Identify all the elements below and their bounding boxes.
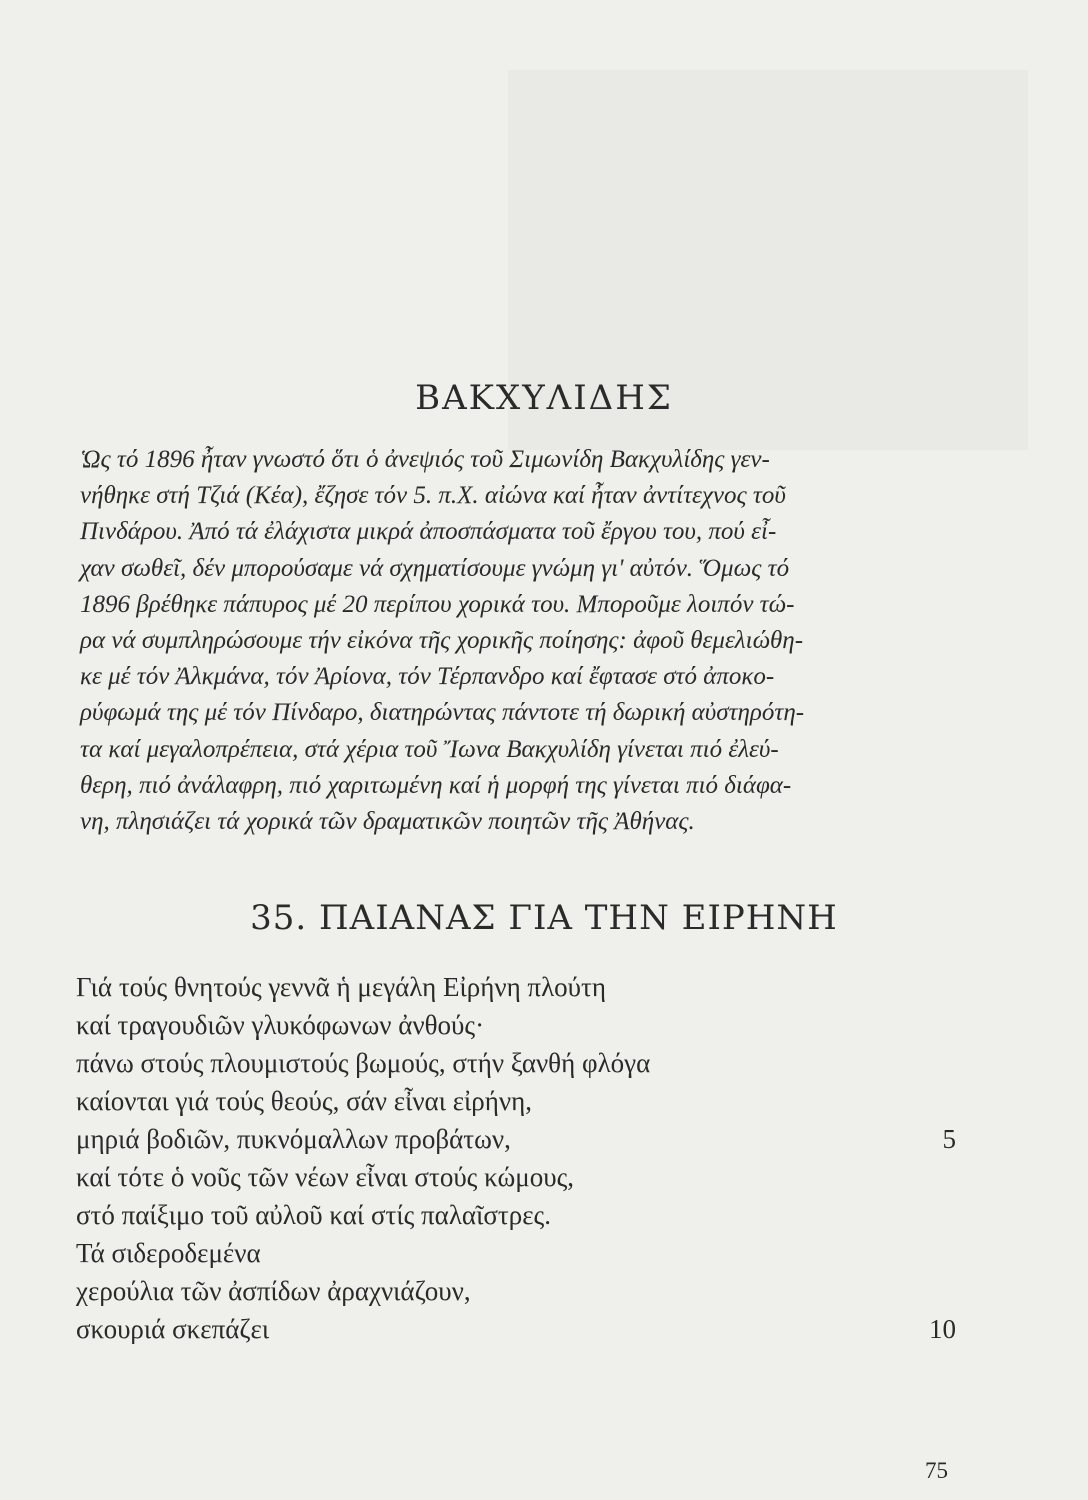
poem-line-text: καίονται γιά τούς θεούς, σάν εἶναι εἰρήνη,: [76, 1086, 532, 1116]
poem-line-text: Τά σιδεροδεμένα: [76, 1238, 261, 1268]
poem-line: [76, 1196, 956, 1234]
poem-line-text: στό παίξιμο τοῦ αὐλοῦ καί στίς παλαῖστρες.: [76, 1200, 551, 1230]
poem-line-text: χερούλια τῶν ἀσπίδων ἀραχνιάζουν,: [76, 1276, 471, 1306]
poem-line: [76, 1158, 956, 1196]
poem-line-text: καί τραγουδιῶν γλυκόφωνων ἀνθούς·: [76, 1010, 485, 1040]
poem-line-text: σκουριά σκεπάζει: [76, 1314, 270, 1344]
poem-line-text: καί τότε ὁ νοῦς τῶν νέων εἶναι στούς κώμους,: [76, 1162, 575, 1192]
poem-line: [76, 1234, 956, 1272]
page-number: 75: [925, 1458, 948, 1483]
author-heading: ΒΑΚΧΥΛΙΔΗΣ: [415, 378, 673, 418]
intro-line: κε μέ τόν Ἀλκμάνα, τόν Ἀρίονα, τόν Τέρπανδρο καί ἔφτασε στό ἀποκο-: [80, 663, 775, 691]
poem-line: [76, 1120, 956, 1158]
intro-line: 1896 βρέθηκε πάπυρος μέ 20 περίπου χορικά του. Μποροῦμε λοιπόν τώ-: [80, 590, 795, 618]
poem-line: [76, 968, 956, 1006]
intro-line: χαν σωθεῖ, δέν μπορούσαμε νά σχηματίσουμε γνώμη γι' αὐτόν. Ὅμως τό: [80, 554, 790, 582]
poem-line: [76, 1310, 956, 1348]
intro-paragraph: [80, 442, 1000, 840]
line-number: 5: [942, 1124, 956, 1154]
line-number: 10: [929, 1314, 956, 1344]
poem-line: [76, 1006, 956, 1044]
poem-line-text: Γιά τούς θνητούς γεννᾶ ἡ μεγάλη Εἰρήνη πλούτη: [76, 972, 606, 1002]
intro-line: Πινδάρου. Ἀπό τά ἐλάχιστα μικρά ἀποσπάσματα τοῦ ἔργου του, πού εἶ-: [80, 518, 777, 546]
poem-line-text: μηριά βοδιῶν, πυκνόμαλλων προβάτων,: [76, 1124, 511, 1154]
poem-line-text: πάνω στούς πλουμιστούς βωμούς, στήν ξανθή φλόγα: [76, 1048, 651, 1078]
intro-line: τα καί μεγαλοπρέπεια, στά χέρια τοῦ Ἴωνα Βακχυλίδη γίνεται πιό ἐλεύ-: [80, 735, 779, 763]
intro-line: ρύφωμά της μέ τόν Πίνδαρο, διατηρώντας πάντοτε τή δωρική αὐστηρότη-: [80, 699, 805, 727]
intro-line: Ὡς τό 1896 ἦταν γνωστό ὅτι ὁ ἀνεψιός τοῦ Σιμωνίδη Βακχυλίδης γεν-: [80, 446, 770, 473]
poem-title: 35. ΠΑΙΑΝΑΣ ΓΙΑ ΤΗΝ ΕΙΡΗΝΗ: [250, 898, 838, 938]
poem-line: [76, 1044, 956, 1082]
intro-line: νη, πλησιάζει τά χορικά τῶν δραματικῶν ποιητῶν τῆς Ἀθήνας.: [80, 808, 695, 836]
poem-body: [76, 968, 956, 1348]
poem-line: [76, 1272, 956, 1310]
intro-line: ρα νά συμπληρώσουμε τήν εἰκόνα τῆς χορικῆς ποίησης: ἀφοῦ θεμελιώθη-: [80, 627, 804, 655]
intro-line: νήθηκε στή Τζιά (Κέα), ἔζησε τόν 5. π.Χ. αἰώνα καί ἦταν ἀντίτεχνος τοῦ: [80, 482, 786, 510]
poem-line: [76, 1082, 956, 1120]
intro-line: θερη, πιό ἀνάλαφρη, πιό χαριτωμένη καί ἡ μορφή της γίνεται πιό διάφα-: [80, 771, 792, 799]
